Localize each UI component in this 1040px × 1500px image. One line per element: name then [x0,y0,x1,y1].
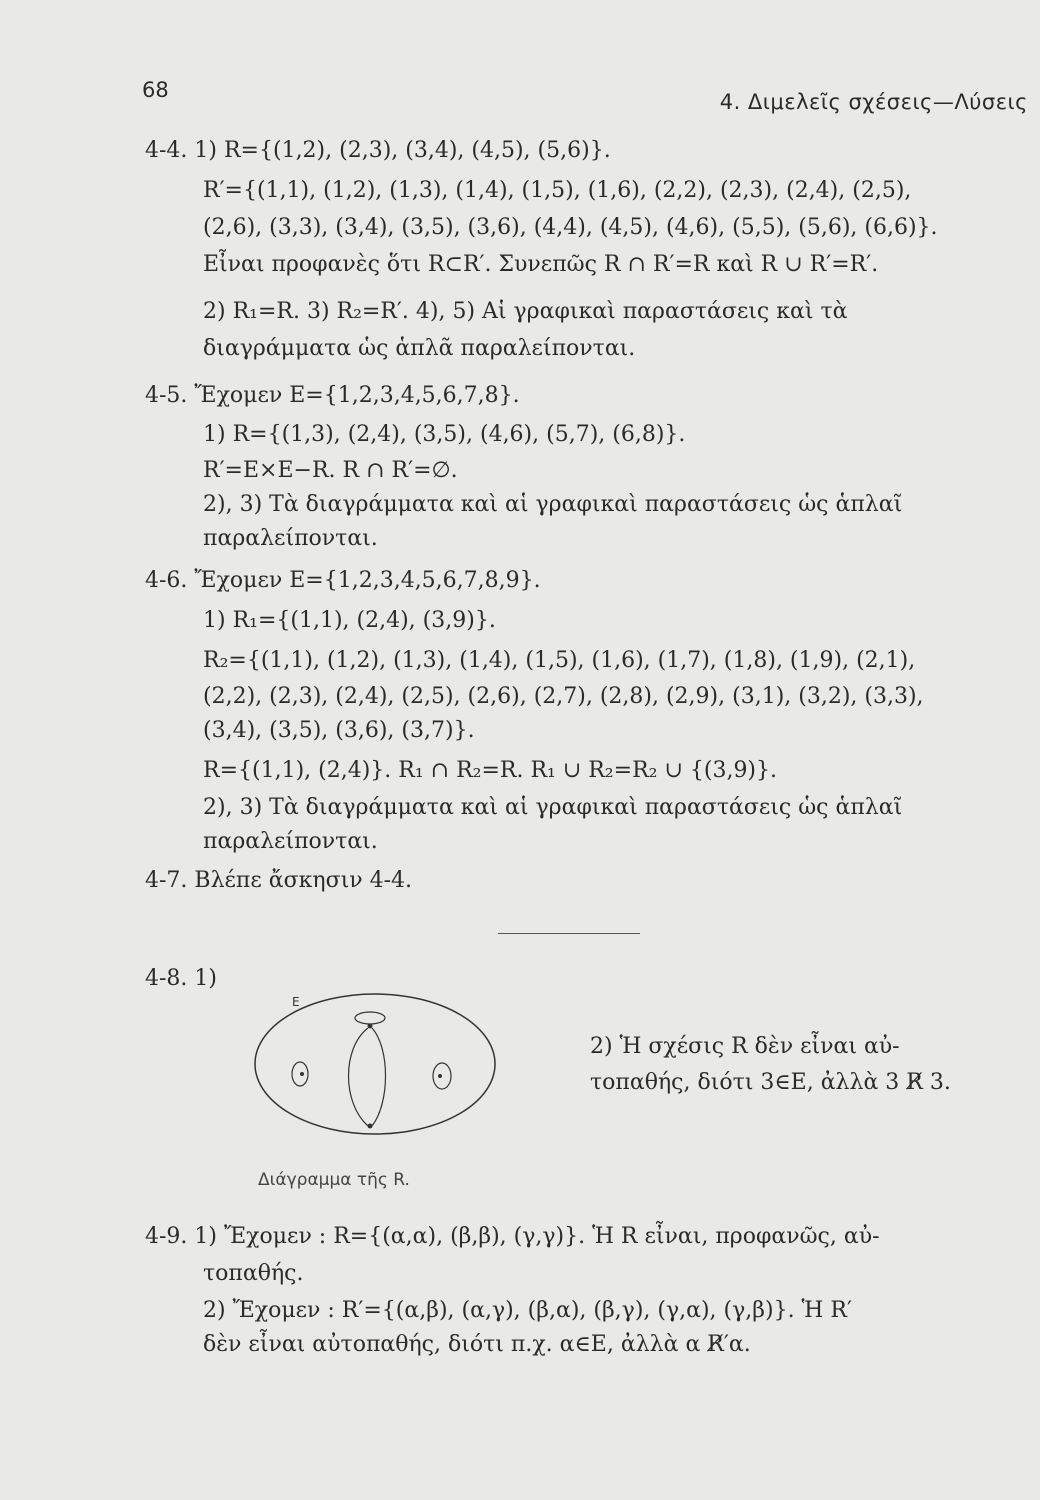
loop-arrow [355,1012,385,1024]
point-3 [368,1124,373,1129]
relation-diagram [250,988,500,1138]
text-line: R′={(1,1), (1,2), (1,3), (1,4), (1,5), (1,6), (2,2), (2,3), (2,4), (2,5), [203,178,912,203]
text-line: παραλείπονται. [203,526,378,551]
text-line: (2,2), (2,3), (2,4), (2,5), (2,6), (2,7), (2,8), (2,9), (3,1), (3,2), (3,3), [203,684,924,709]
text-line: δὲν εἶναι αὐτοπαθής, διότι π.χ. α∈E, ἀλλὰ α R̸′α. [203,1332,751,1357]
text-line: R={(1,1), (2,4)}. R₁ ∩ R₂=R. R₁ ∪ R₂=R₂ ∪ {(3,9)}. [203,758,778,783]
text-line: 2), 3) Τὰ διαγράμματα καὶ αἱ γραφικαὶ παραστάσεις ὡς ἁπλαῖ [203,795,903,820]
exercise-4-5-line: 4-5. Ἔχομεν E={1,2,3,4,5,6,7,8}. [145,383,520,408]
exercise-4-8-line: 4-8. 1) [145,966,217,991]
text-line: R₂={(1,1), (1,2), (1,3), (1,4), (1,5), (1,6), (1,7), (1,8), (1,9), (2,1), [203,648,916,673]
section-divider [498,933,640,934]
arrow-right-curve [372,1028,386,1126]
exercise-4-9-line: 4-9. 1) Ἔχομεν : R={(α,α), (β,β), (γ,γ)}. Ἡ R εἶναι, προφανῶς, αὐ- [145,1224,880,1249]
arrow-left-curve [349,1028,369,1126]
diagram-caption: Διάγραμμα τῆς R. [258,1170,410,1190]
text-line: 2) Ἔχομεν : R′={(α,β), (α,γ), (β,α), (β,γ), (γ,α), (γ,β)}. Ἡ R′ [203,1298,852,1323]
text-line: 2) R₁=R. 3) R₂=R′. 4), 5) Αἱ γραφικαὶ παραστάσεις καὶ τὰ [203,299,848,324]
exercise-4-6-line: 4-6. Ἔχομεν E={1,2,3,4,5,6,7,8,9}. [145,568,541,593]
text-line: R′=E×E−R. R ∩ R′=∅. [203,458,458,483]
running-head: 4. Διμελεῖς σχέσεις—Λύσεις [719,90,1028,114]
exercise-4-4-line: 4-4. 1) R={(1,2), (2,3), (3,4), (4,5), (5,6)}. [145,138,611,163]
text-line: 1) R₁={(1,1), (2,4), (3,9)}. [203,608,496,633]
set-label: E [292,995,300,1009]
text-line: 2) Ἡ σχέσις R δὲν εἶναι αὐ- [590,1034,900,1059]
text-line: τοπαθής, διότι 3∈E, ἀλλὰ 3 R̸ 3. [590,1070,951,1095]
page-number: 68 [142,78,169,102]
point-1 [368,1024,373,1029]
exercise-4-7-line: 4-7. Βλέπε ἄσκησιν 4-4. [145,868,413,893]
text-line: τοπαθής. [203,1261,304,1286]
text-line: (2,6), (3,3), (3,4), (3,5), (3,6), (4,4), (4,5), (4,6), (5,5), (5,6), (6,6)}. [203,215,938,240]
point-left [300,1072,304,1076]
text-line: 2), 3) Τὰ διαγράμματα καὶ αἱ γραφικαὶ παραστάσεις ὡς ἁπλαῖ [203,492,903,517]
text-line: 1) R={(1,3), (2,4), (3,5), (4,6), (5,7), (6,8)}. [203,422,686,447]
text-line: Εἶναι προφανὲς ὅτι R⊂R′. Συνεπῶς R ∩ R′=R καὶ R ∪ R′=R′. [203,252,879,277]
text-line: διαγράμματα ὡς ἁπλᾶ παραλείπονται. [203,336,636,361]
point-right [438,1074,442,1078]
text-line: (3,4), (3,5), (3,6), (3,7)}. [203,718,475,743]
text-line: παραλείπονται. [203,829,378,854]
set-ellipse [255,994,495,1134]
